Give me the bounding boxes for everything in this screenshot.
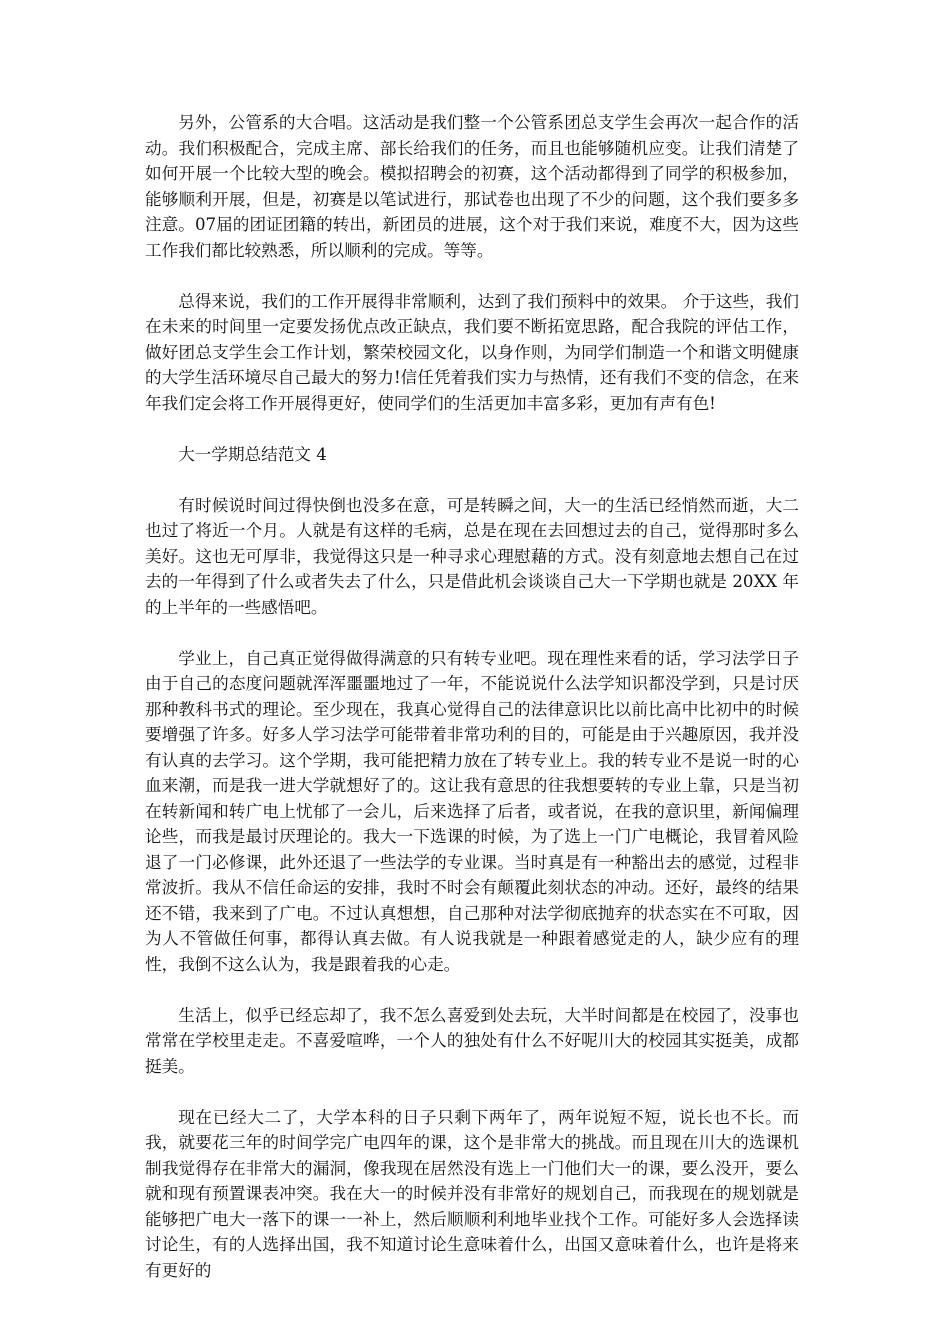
paragraph-future: 现在已经大二了，大学本科的日子只剩下两年了，两年说短不短，说长也不长。而我，就要花三年的时间学完广电四年的课，这个是非常大的挑战。而且现在川大的选课机制我觉得存在非常大的漏洞，像我现在居然没有选上一门他们大一的课，要么没开，要么就和现有预置课表冲突。我在大一的时候并没有非常好的规划自己，而我现在的规划就是能够把广电大一落下的课一一补上，然后顺顺利利地毕业找个工作。可能好多人会选择读讨论生，有的人选择出国，我不知道讨论生意味着什么，出国又意味着什么，也许是将来有更好的 bbox=[145, 1107, 799, 1280]
document-page bbox=[145, 110, 799, 1283]
paragraph-time: 有时候说时间过得快倒也没多在意，可是转瞬之间，大一的生活已经悄然而逝，大二也过了将近一个月。人就是有这样的毛病，总是在现在去回想过去的自己，觉得那时多么美好。这也无可厚非，我觉得这只是一种寻求心理慰藉的方式。没有刻意地去想自己在过去的一年得到了什么或者失去了什么，只是借此机会谈谈自己大一下学期也就是 20XX 年的上半年的一些感悟吧。 bbox=[145, 495, 799, 617]
paragraph-life: 生活上，似乎已经忘却了，我不怎么喜爱到处去玩，大半时间都是在校园了，没事也常常在学校里走走。不喜爱喧哗，一个人的独处有什么不好呢川大的校园其实挺美，成都挺美。 bbox=[145, 1005, 799, 1076]
paragraph-summary: 总得来说，我们的工作开展得非常顺利，达到了我们预料中的效果。 介于这些，我们在未来的时间里一定要发扬优点改正缺点，我们要不断拓宽思路，配合我院的评估工作，做好团总支学生会工作计划，繁荣校园文化，以身作则，为同学们制造一个和谐文明健康的大学生活环境尽自己最大的努力!信任凭着我们实力与热情，还有我们不变的信念，在来年我们定会将工作开展得更好，使同学们的生活更加丰富多彩，更加有声有色! bbox=[145, 291, 799, 413]
section-heading: 大一学期总结范文 4 bbox=[178, 444, 327, 464]
paragraph-choir: 另外，公管系的大合唱。这活动是我们整一个公管系团总支学生会再次一起合作的活动。我们积极配合，完成主席、部长给我们的任务，而且也能够随机应变。让我们清楚了如何开展一个比较大型的晚会。模拟招聘会的初赛，这个活动都得到了同学的积极参加，能够顺利开展，但是，初赛是以笔试进行，那试卷也出现了不少的问题，这个我们要多多注意。07届的团证团籍的转出，新团员的进展，这个对于我们来说，难度不大，因为这些工作我们都比较熟悉，所以顺利的完成。等等。 bbox=[145, 113, 799, 260]
paragraph-study: 学业上，自己真正觉得做得满意的只有转专业吧。现在理性来看的话，学习法学日子由于自己的态度问题就浑浑噩噩地过了一年，不能说说什么法学知识都没学到，只是讨厌那种教科书式的理论。至少现在，我真心觉得自己的法律意识比以前比高中比初中的时候要增强了许多。好多人学习法学可能带着非常功利的目的，可能是由于兴趣原因，我并没有认真的去学习。这个学期，我可能把精力放在了转专业上。我的转专业不是说一时的心血来潮，而是我一进大学就想好了的。这让我有意思的往我想要转的专业上靠，只是当初在转新闻和转广电上忧郁了一会儿，后来选择了后者，或者说，在我的意识里，新闻偏理论些，而我是最讨厌理论的。我大一下选课的时候，为了选上一门广电概论，我冒着风险退了一门必修课，此外还退了一些法学的专业课。当时真是有一种豁出去的感觉，过程非常波折。我从不信任命运的安排，我时不时会有颠覆此刻状态的冲动。还好，最终的结果还不错，我来到了广电。不过认真想想，自己那种对法学彻底抛弃的状态实在不可取，因为人不管做任何事，都得认真去做。有人说我就是一种跟着感觉走的人，缺少应有的理性，我倒不这么认为，我是跟着我的心走。 bbox=[145, 648, 799, 974]
